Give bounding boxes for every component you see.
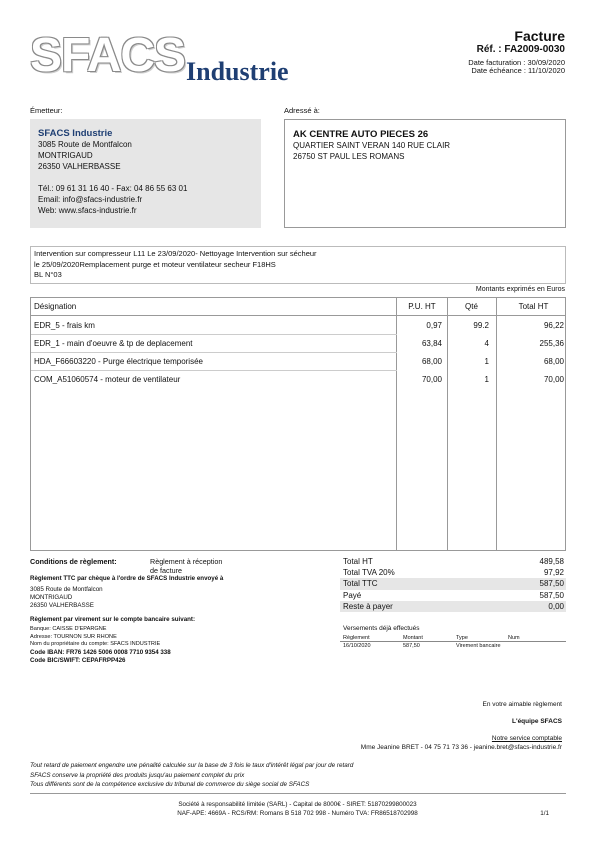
row-total: 68,00: [543, 357, 564, 366]
payment-date: 16/10/2020: [343, 643, 371, 649]
row-designation: COM_A51060574 - moteur de ventilateur: [34, 375, 181, 384]
row-unit-price: 0,97: [426, 321, 442, 330]
legal-line: SFACS conserve la propriété des produits jusqu'au paiement complet du prix: [30, 771, 245, 779]
total-label: Total TTC: [343, 579, 378, 589]
total-row: [340, 567, 566, 578]
table-row: [31, 317, 565, 335]
conditions-value: Règlement à réception de facture: [150, 557, 223, 575]
total-label: Total TVA 20%: [343, 568, 395, 578]
payment-row: [340, 642, 566, 650]
payment-conditions: [30, 557, 223, 665]
payments-header-num: Num: [508, 635, 520, 641]
items-table: [30, 297, 566, 551]
table-row: [31, 335, 565, 353]
table-row: [31, 353, 565, 371]
currency-note: Montants exprimés en Euros: [475, 286, 565, 293]
due-date: Date échéance : 11/10/2020: [471, 66, 565, 75]
iban: Code IBAN: FR76 1426 5006 0008 7710 9354 338: [30, 648, 171, 656]
recipient-label: Adressé à:: [284, 106, 320, 115]
payments-header-date: Règlement: [343, 635, 370, 641]
intervention-line: BL N°03: [34, 270, 62, 279]
row-total: 70,00: [543, 375, 564, 384]
payment-amount: 587,50: [403, 643, 420, 649]
row-total: 255,36: [539, 339, 564, 348]
company-footer: [0, 800, 595, 818]
issuer-email: Email: info@sfacs-industrie.fr: [38, 195, 143, 204]
bic: Code BIC/SWIFT: CEPAFRPP426: [30, 656, 126, 664]
invoice-date: Date facturation : 30/09/2020: [468, 58, 565, 67]
cheque-address-line: MONTRIGAUD: [30, 594, 73, 601]
row-designation: EDR_5 - frais km: [34, 321, 95, 330]
issuer-address-line: 3085 Route de Montfalcon: [38, 140, 132, 149]
payments-header-type: Type: [456, 635, 468, 641]
cheque-title: Règlement TTC par chèque à l'ordre de SFACS Industrie envoyé à: [30, 575, 224, 582]
row-quantity: 4: [484, 339, 489, 348]
payments-header-amount: Montant: [403, 635, 423, 641]
invoice-reference: Réf. : FA2009-0030: [476, 44, 565, 55]
row-quantity: 1: [484, 357, 489, 366]
legal-notice: [30, 761, 353, 790]
accounting-service: Notre service comptable: [491, 735, 562, 742]
total-value: 97,92: [543, 568, 564, 578]
row-unit-price: 63,84: [421, 339, 442, 348]
closing-greeting: En votre aimable règlement: [482, 701, 562, 708]
payment-type: Virement bancaire: [456, 643, 501, 649]
footer-line: NAF-APE: 4669A - RCS/RM: Romans B 518 702 998 - Numéro TVA: FR86518702998: [177, 810, 418, 817]
total-value: 0,00: [548, 601, 564, 611]
total-value: 587,50: [539, 579, 564, 589]
cheque-address-line: 3085 Route de Montfalcon: [30, 586, 103, 593]
bank-name: Banque: CAISSE D'EPARGNE: [30, 626, 107, 632]
footer-line: Société à responsabilité limitée (SARL) - Capital de 8000€ - SIRET: 51870299800023: [178, 801, 417, 808]
recipient-name: AK CENTRE AUTO PIECES 26: [293, 129, 429, 140]
conditions-label: Conditions de règlement:: [30, 557, 117, 566]
row-divider: [31, 334, 397, 335]
issuer-website: Web: www.sfacs-industrie.fr: [38, 206, 137, 215]
legal-line: Tout retard de paiement engendre une pénalité calculée sur la base de 3 fois le taux d'intérêt légal par jour de retard: [30, 762, 354, 769]
logo-industrie: Industrie: [186, 57, 289, 86]
payments-table: [340, 634, 566, 650]
issuer-phone: Tél.: 09 61 31 16 40 - Fax: 04 86 55 63 01: [38, 184, 188, 193]
total-row: [340, 578, 566, 589]
bank-address: Adresse: TOURNON SUR RHONE: [30, 633, 117, 640]
issuer-address-line: 26350 VALHERBASSE: [38, 162, 121, 171]
accounting-contact: Mme Jeanine BRET - 04 75 71 73 36 - jeanine.bret@sfacs-industrie.fr: [360, 744, 562, 751]
row-designation: HDA_F66603220 - Purge électrique temporisée: [34, 357, 203, 366]
row-divider: [31, 352, 397, 353]
issuer-name: SFACS Industrie: [38, 128, 113, 139]
team-signature: L'équipe SFACS: [512, 718, 562, 725]
payments-title: Versements déjà effectués: [343, 625, 420, 632]
table-row: [31, 371, 565, 389]
footer-divider: [30, 793, 566, 794]
total-row: [340, 556, 566, 567]
row-unit-price: 68,00: [421, 357, 442, 366]
document-title: Facture: [514, 28, 565, 44]
row-designation: EDR_1 - main d'oeuvre & tp de deplacement: [34, 339, 193, 348]
total-label: Total HT: [343, 557, 373, 566]
total-label: Payé: [343, 590, 362, 600]
logo-sfacs: SFACS: [30, 29, 186, 82]
recipient-box: [284, 119, 566, 228]
header-unit-price: P.U. HT: [408, 302, 436, 311]
total-row: [340, 601, 566, 612]
total-value: 587,50: [539, 590, 564, 600]
recipient-address-line: QUARTIER SAINT VERAN 140 RUE CLAIR: [293, 141, 451, 150]
account-owner: Nom du propriétaire du compte: SFACS INDUSTRIE: [30, 641, 161, 647]
row-divider: [31, 370, 397, 371]
cheque-address-line: 26350 VALHERBASSE: [30, 602, 94, 609]
issuer-address-line: MONTRIGAUD: [38, 151, 93, 160]
total-row: [340, 590, 566, 601]
transfer-title: Règlement par virement sur le compte bancaire suivant:: [30, 616, 196, 623]
issuer-box: [30, 119, 261, 228]
page-number: 1/1: [540, 810, 549, 817]
header-designation: Désignation: [34, 302, 77, 311]
total-value: 489,58: [539, 557, 564, 566]
header-total: Total HT: [518, 302, 549, 311]
table-header: [31, 298, 565, 316]
row-unit-price: 70,00: [421, 375, 442, 384]
header-quantity: Qté: [465, 302, 478, 311]
issuer-label: Émetteur:: [30, 106, 63, 115]
totals-block: [340, 556, 566, 612]
intervention-line: Intervention sur compresseur L11 Le 23/09/2020- Nettoyage Intervention sur sécheur: [34, 249, 317, 258]
total-label: Reste à payer: [343, 601, 393, 611]
legal-line: Tous différents sont de la compétence exclusive du tribunal de commerce du siège social de SFACS: [30, 781, 310, 788]
recipient-address-line: 26750 ST PAUL LES ROMANS: [293, 152, 405, 161]
row-quantity: 1: [484, 375, 489, 384]
row-quantity: 99.2: [473, 321, 489, 330]
intervention-line: le 25/09/2020Remplacement purge et moteur ventilateur secheur F18HS: [34, 259, 276, 269]
intervention-description: [30, 246, 566, 284]
payments-header: [340, 634, 566, 642]
row-total: 96,22: [543, 321, 564, 330]
